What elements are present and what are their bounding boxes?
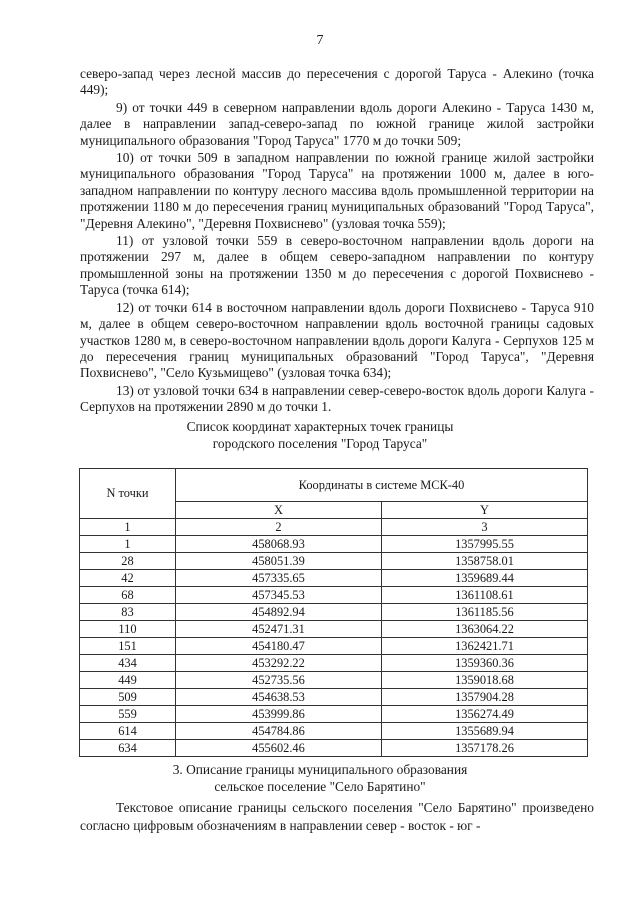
section-heading-line: сельское поселение "Село Барятино" bbox=[214, 778, 426, 794]
point-cell: 151 bbox=[80, 638, 176, 655]
table-row bbox=[80, 740, 588, 757]
y-cell: 1359360.36 bbox=[382, 655, 588, 672]
y-cell: 1357904.28 bbox=[382, 689, 588, 706]
table-caption-line: Список координат характерных точек границы bbox=[186, 419, 454, 434]
y-cell: 1361185.56 bbox=[382, 604, 588, 621]
x-cell: 454784.86 bbox=[176, 723, 382, 740]
section-heading bbox=[0, 762, 640, 795]
point-cell: 110 bbox=[80, 621, 176, 638]
column-index: 2 bbox=[176, 519, 382, 536]
coordinates-table bbox=[79, 468, 588, 757]
table-row bbox=[80, 536, 588, 553]
x-cell: 453292.22 bbox=[176, 655, 382, 672]
x-cell: 458068.93 bbox=[176, 536, 382, 553]
x-cell: 454638.53 bbox=[176, 689, 382, 706]
paragraph-item-13: 13) от узловой точки 634 в направлении север-северо-восток вдоль дороги Калуга - Серпухов на протяжении 2890 м до точки 1. bbox=[80, 382, 594, 415]
section-paragraph: Текстовое описание границы сельского поселения "Село Барятино" произведено согласно цифровым обозначениям в направлении север - восток - юг - bbox=[80, 800, 594, 833]
x-cell: 453999.86 bbox=[176, 706, 382, 723]
table-row bbox=[80, 587, 588, 604]
paragraph-item-12: 12) от точки 614 в восточном направлении вдоль дороги Похвиснево - Таруса 910 м, далее в общем северо-восточном направлении вдоль восточной границы садовых участков 1280 м, в северо-восточном направлении вдоль дороги Калуга - Серпухов 125 м до пересечения границ муниципальных образований "Город Таруса", "Деревня Похвиснево", "Село Кузьмищево" (узловая точка 634); bbox=[80, 299, 594, 381]
table-row bbox=[80, 553, 588, 570]
coordinate-system-header: Координаты в системе МСК-40 bbox=[176, 469, 588, 502]
table-row bbox=[80, 604, 588, 621]
table-row bbox=[80, 706, 588, 723]
point-cell: 509 bbox=[80, 689, 176, 706]
point-cell: 614 bbox=[80, 723, 176, 740]
point-cell: 634 bbox=[80, 740, 176, 757]
table-caption bbox=[0, 419, 640, 452]
column-index: 1 bbox=[80, 519, 176, 536]
point-cell: 68 bbox=[80, 587, 176, 604]
table-row bbox=[80, 638, 588, 655]
y-cell: 1359018.68 bbox=[382, 672, 588, 689]
y-cell: 1355689.94 bbox=[382, 723, 588, 740]
y-cell: 1361108.61 bbox=[382, 587, 588, 604]
paragraph-item-9: 9) от точки 449 в северном направлении вдоль дороги Алекино - Таруса 1430 м, далее в направлении запад-северо-запад по южной границе жилой застройки муниципального образования "Город Таруса" 1770 м до точки 509; bbox=[80, 99, 594, 148]
column-index: 3 bbox=[382, 519, 588, 536]
point-cell: 1 bbox=[80, 536, 176, 553]
x-cell: 452471.31 bbox=[176, 621, 382, 638]
table-row bbox=[80, 621, 588, 638]
table-row bbox=[80, 570, 588, 587]
x-header: X bbox=[176, 502, 382, 519]
boundary-description bbox=[80, 66, 594, 417]
y-header: Y bbox=[382, 502, 588, 519]
y-cell: 1363064.22 bbox=[382, 621, 588, 638]
table-row bbox=[80, 689, 588, 706]
point-number-header: N точки bbox=[80, 469, 176, 519]
x-cell: 457345.53 bbox=[176, 587, 382, 604]
point-cell: 42 bbox=[80, 570, 176, 587]
y-cell: 1362421.71 bbox=[382, 638, 588, 655]
section-heading-line: 3. Описание границы муниципального образования bbox=[172, 762, 468, 777]
paragraph-item-10: 10) от точки 509 в западном направлении по южной границе жилой застройки муниципального образования "Город Таруса" на протяжении 1000 м, далее в юго-западном направлении по контуру лесного массива вдоль промышленной территории на протяжении 1180 м до пересечения границ муниципальных образований "Город Таруса", "Деревня Алекино", "Деревня Похвиснево" (узловая точка 559); bbox=[80, 150, 594, 231]
x-cell: 452735.56 bbox=[176, 672, 382, 689]
table-row bbox=[80, 655, 588, 672]
table-row bbox=[80, 723, 588, 740]
y-cell: 1358758.01 bbox=[382, 553, 588, 570]
x-cell: 455602.46 bbox=[176, 740, 382, 757]
point-cell: 28 bbox=[80, 553, 176, 570]
paragraph-item-11: 11) от узловой точки 559 в северо-восточном направлении вдоль дороги на протяжении 297 м, далее в общем северо-западном направлении по контуру промышленной зоны на протяжении 1350 м до пересечения с дорогой Похвиснево - Таруса (точка 614); bbox=[80, 233, 594, 298]
y-cell: 1359689.44 bbox=[382, 570, 588, 587]
y-cell: 1357178.26 bbox=[382, 740, 588, 757]
point-cell: 434 bbox=[80, 655, 176, 672]
table-header-row bbox=[80, 469, 588, 502]
point-cell: 559 bbox=[80, 706, 176, 723]
section-text bbox=[80, 799, 594, 835]
paragraph-continuation: северо-запад через лесной массив до пересечения с дорогой Таруса - Алекино (точка 449); bbox=[80, 66, 594, 98]
x-cell: 454892.94 bbox=[176, 604, 382, 621]
x-cell: 454180.47 bbox=[176, 638, 382, 655]
y-cell: 1356274.49 bbox=[382, 706, 588, 723]
x-cell: 458051.39 bbox=[176, 553, 382, 570]
x-cell: 457335.65 bbox=[176, 570, 382, 587]
column-index-row bbox=[80, 519, 588, 536]
point-cell: 83 bbox=[80, 604, 176, 621]
table-row bbox=[80, 672, 588, 689]
y-cell: 1357995.55 bbox=[382, 536, 588, 553]
table-caption-line: городского поселения "Город Таруса" bbox=[212, 435, 428, 451]
page-number: 7 bbox=[316, 33, 324, 48]
point-cell: 449 bbox=[80, 672, 176, 689]
